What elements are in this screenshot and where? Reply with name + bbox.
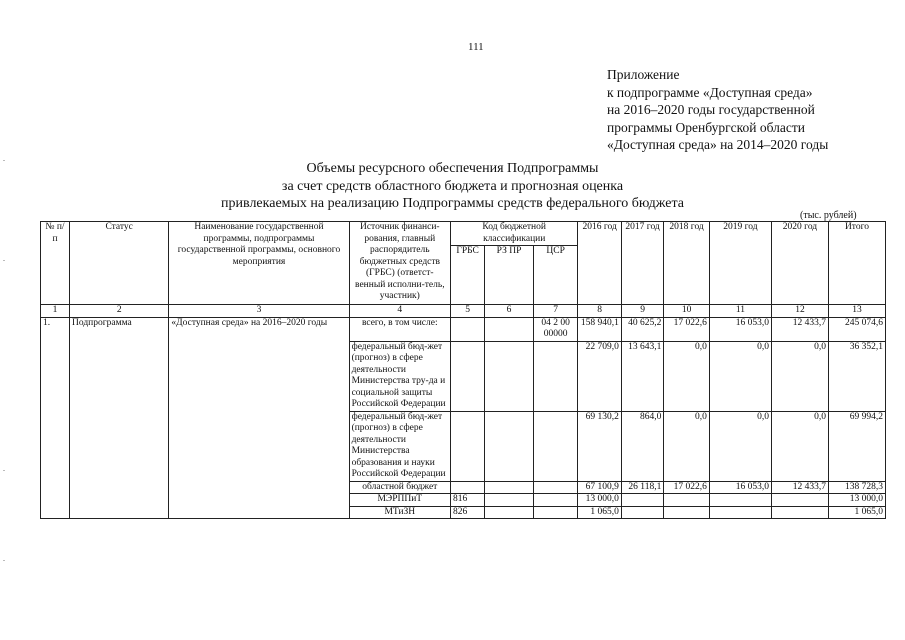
value-total: 13 000,0 [828, 494, 885, 507]
source-cell: МЭРППиТ [349, 494, 450, 507]
source-cell: федеральный бюд-жет (прогноз) в сфере деятельности Министерства тру-да и социальной защиты Российской Федерации [349, 341, 450, 411]
title-line: Объемы ресурсного обеспечения Подпрограммы [306, 161, 599, 176]
table-row [41, 317, 886, 341]
value-2016: 158 940,1 [578, 317, 621, 341]
page-number: 111 [468, 41, 484, 53]
row-name: «Доступная среда» на 2016–2020 годы [169, 317, 349, 519]
value-2019 [709, 506, 771, 519]
value-2016: 69 130,2 [578, 411, 621, 481]
grbs-cell [451, 341, 485, 411]
value-2016: 1 065,0 [578, 506, 621, 519]
col-number: 8 [578, 305, 621, 318]
header-num: № п/п [41, 222, 70, 305]
row-status: Подпрограмма [69, 317, 168, 519]
col-number: 10 [664, 305, 710, 318]
header-rzpr: РЗ ПР [485, 246, 534, 305]
col-number: 12 [772, 305, 829, 318]
header-total: Итого [828, 222, 885, 305]
header-name: Наименование государственной программы, подпрограммы государственной программы, основного мероприятия [169, 222, 349, 305]
grbs-cell [451, 481, 485, 494]
value-2020: 0,0 [772, 341, 829, 411]
value-2016: 13 000,0 [578, 494, 621, 507]
col-number: 7 [533, 305, 578, 318]
appendix-line: на 2016–2020 годы государственной [607, 102, 815, 117]
value-2017: 13 643,1 [621, 341, 663, 411]
header-csr: ЦСР [533, 246, 578, 305]
value-2019: 16 053,0 [709, 481, 771, 494]
source-cell: всего, в том числе: [349, 317, 450, 341]
value-total: 245 074,6 [828, 317, 885, 341]
value-total: 69 994,2 [828, 411, 885, 481]
col-number: 3 [169, 305, 349, 318]
csr-cell [533, 506, 578, 519]
value-2019: 0,0 [709, 411, 771, 481]
value-2018 [664, 494, 710, 507]
header-code: Код бюджетной классификации [451, 222, 578, 246]
header-2018: 2018 год [664, 222, 710, 305]
rzpr-cell [485, 341, 534, 411]
header-source: Источник финанси-рования, главный распорядитель бюджетных средств (ГРБС) (ответст-венный исполни-тель, участник) [349, 222, 450, 305]
source-cell: МТиЗН [349, 506, 450, 519]
value-2017: 864,0 [621, 411, 663, 481]
csr-cell [533, 494, 578, 507]
column-number-row [41, 305, 886, 318]
grbs-cell [451, 317, 485, 341]
grbs-cell: 816 [451, 494, 485, 507]
value-total: 36 352,1 [828, 341, 885, 411]
row-number: 1. [41, 317, 70, 519]
value-total: 1 065,0 [828, 506, 885, 519]
col-number: 11 [709, 305, 771, 318]
appendix-line: к подпрограмме «Доступная среда» [607, 84, 813, 100]
rzpr-cell [485, 481, 534, 494]
csr-cell: 04 2 00 00000 [533, 317, 578, 341]
title-line: за счет средств областного бюджета и прогнозная оценка [281, 178, 624, 194]
header-grbs: ГРБС [451, 246, 485, 305]
value-2019 [709, 494, 771, 507]
header-row [41, 222, 886, 246]
value-2017: 26 118,1 [621, 481, 663, 494]
appendix-line: программы Оренбургской области [607, 119, 805, 135]
rzpr-cell [485, 317, 534, 341]
grbs-cell [451, 411, 485, 481]
source-cell: федеральный бюд-жет (прогноз) в сфере деятельности Министерства образования и науки Российской Федерации [349, 411, 450, 481]
value-total: 138 728,3 [828, 481, 885, 494]
col-number: 5 [451, 305, 485, 318]
header-2016: 2016 год [578, 222, 621, 305]
col-number: 2 [69, 305, 168, 318]
grbs-cell: 826 [451, 506, 485, 519]
rzpr-cell [485, 506, 534, 519]
header-2019: 2019 год [709, 222, 771, 305]
col-number: 6 [485, 305, 534, 318]
value-2020: 0,0 [772, 411, 829, 481]
appendix-line: «Доступная среда» на 2014–2020 годы [607, 137, 829, 152]
value-2016: 67 100,9 [578, 481, 621, 494]
value-2017 [621, 506, 663, 519]
csr-cell [533, 481, 578, 494]
value-2018: 17 022,6 [664, 317, 710, 341]
col-number: 13 [828, 305, 885, 318]
value-2019: 0,0 [709, 341, 771, 411]
resource-table [40, 221, 886, 519]
value-2020 [772, 494, 829, 507]
col-number: 9 [621, 305, 663, 318]
value-2017: 40 625,2 [621, 317, 663, 341]
header-2020: 2020 год [772, 222, 829, 305]
source-cell: областной бюджет [349, 481, 450, 494]
header-2017: 2017 год [621, 222, 663, 305]
units-label: (тыс. рублей) [800, 210, 857, 221]
value-2018: 17 022,6 [664, 481, 710, 494]
value-2018: 0,0 [664, 411, 710, 481]
header-status: Статус [69, 222, 168, 305]
rzpr-cell [485, 494, 534, 507]
appendix-note [607, 66, 828, 154]
value-2020: 12 433,7 [772, 317, 829, 341]
value-2020: 12 433,7 [772, 481, 829, 494]
csr-cell [533, 411, 578, 481]
value-2019: 16 053,0 [709, 317, 771, 341]
value-2017 [621, 494, 663, 507]
col-number: 1 [41, 305, 70, 318]
value-2018: 0,0 [664, 341, 710, 411]
title-line: привлекаемых на реализацию Подпрограммы средств федерального бюджета [221, 196, 684, 211]
rzpr-cell [485, 411, 534, 481]
col-number: 4 [349, 305, 450, 318]
value-2016: 22 709,0 [578, 341, 621, 411]
value-2018 [664, 506, 710, 519]
csr-cell [533, 341, 578, 411]
appendix-line: Приложение [607, 67, 680, 82]
document-title [200, 160, 705, 213]
value-2020 [772, 506, 829, 519]
